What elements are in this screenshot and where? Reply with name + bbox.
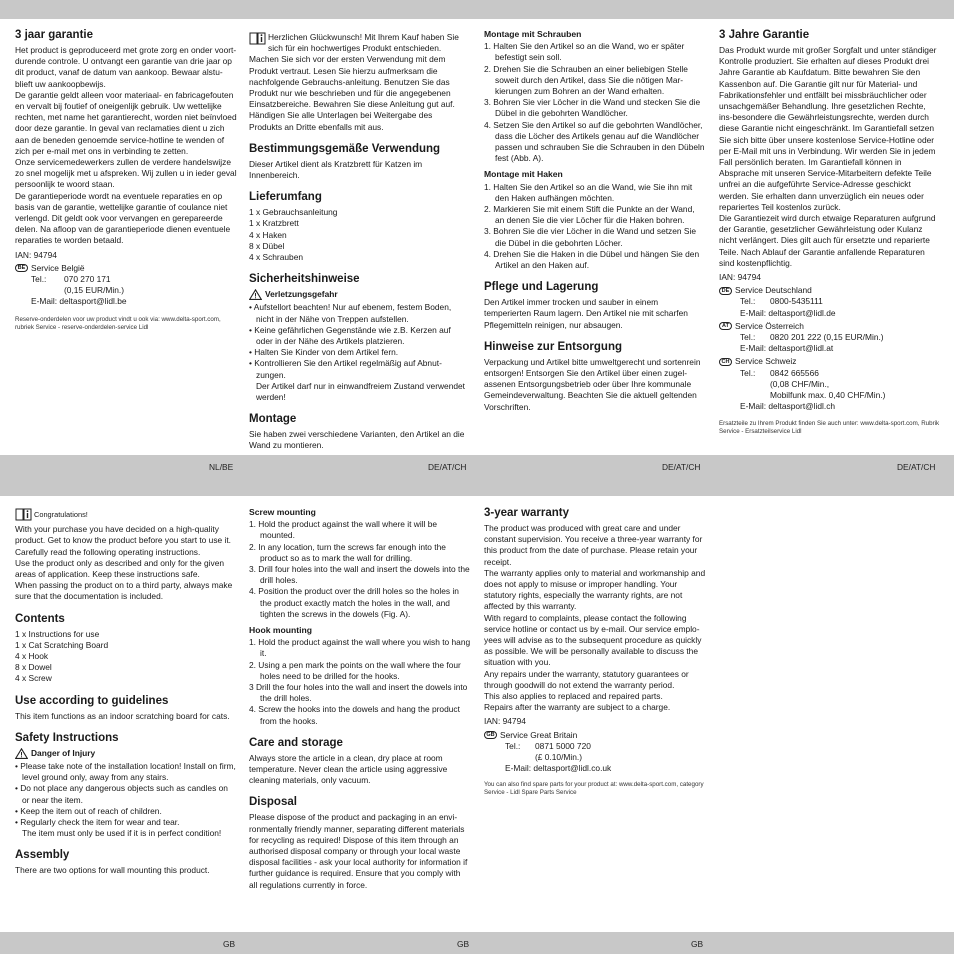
- gb-assembly-title: Assembly: [15, 849, 70, 862]
- manual-info-icon: [15, 508, 32, 521]
- list-item: 4 x Hook: [15, 651, 49, 662]
- list-item: 3. Bohren Sie die vier Löcher in die Wand und setzen Sie die Dübel in die gebohrten Löcher.: [484, 226, 696, 248]
- list-item: 4 x Screw: [15, 673, 52, 684]
- gb-safety-title: Safety Instructions: [15, 731, 119, 744]
- service-email: E-Mail: deltasport@lidl.ch: [740, 401, 836, 412]
- list-item: • Keep the item out of reach of children.: [15, 805, 162, 816]
- tel-label: Tel.:: [31, 274, 47, 285]
- nl-email: E-Mail: deltasport@lidl.be: [31, 296, 127, 307]
- list-item: 2. Drehen Sie die Schrauben an einer beliebigen Stelle soweit durch den Artikel, dass Sie die nötigen Mar-kierungen zum Bohren an der Wand erhalten.: [484, 63, 688, 97]
- de-safety-tail: Der Artikel darf nur in einwandfreiem Zustand verwendet werden!: [256, 380, 466, 403]
- nl-tel: 070 270 171: [64, 274, 111, 285]
- de-danger-text: Verletzungsgefahr: [265, 289, 338, 300]
- footer-label: NL/BE: [209, 462, 234, 472]
- list-item: 8 x Dowel: [15, 662, 52, 673]
- gb-congrats-line: [15, 508, 88, 521]
- de-scope-list: [249, 207, 465, 263]
- service-tel: 0820 201 222 (0,15 EUR/Min.): [770, 332, 884, 343]
- bottom-band: [0, 932, 954, 954]
- tel-label: Tel.:: [740, 367, 756, 378]
- list-item: 1. Hold the product against the wall where you wish to hang it.: [249, 637, 471, 659]
- de-ian: IAN: 94794: [719, 272, 761, 283]
- gb-tel: 0871 5000 720: [535, 740, 591, 751]
- nl-warranty-title: 3 jaar garantie: [15, 29, 93, 41]
- tel-label: Tel.:: [505, 740, 521, 751]
- top-band: [0, 0, 954, 19]
- de-warranty-column: [719, 28, 941, 436]
- gb-hook-title: Hook mounting: [249, 625, 313, 636]
- gb-instructions-column: [15, 508, 236, 877]
- ch-country-badge: CH: [719, 358, 732, 366]
- de-danger-heading: [249, 289, 465, 300]
- de-service-block: [719, 285, 941, 319]
- service-name: Service Österreich: [735, 320, 804, 331]
- de-scope-title: Lieferumfang: [249, 191, 322, 204]
- gb-intro: With your purchase you have decided on a high-quality product. Get to know the product before you start to use it. Carefully read the following operating instructions. Use the product only as described and only for the given areas of application. Keep these instructions safe. When passing the product on to a third party, always make sure that the documentation is included.: [15, 524, 233, 602]
- gb-country-badge: GB: [484, 731, 497, 739]
- gb-safety-tail: The item must only be used if it is in perfect condition!: [22, 828, 222, 839]
- gb-safety-list: [15, 761, 236, 828]
- list-item: • Keine gefährlichen Gegenstände wie z.B. Kerzen auf oder in der Nähe des Artikels platzieren.: [249, 324, 451, 347]
- nl-service-name: Service België: [31, 262, 85, 273]
- de-intro-text: Herzlichen Glückwunsch! Mit Ihrem Kauf haben Sie sich für ein hochwertiges Produkt entschieden. Machen Sie sich vor der ersten Verwendung mit dem Produkt vertraut. Lesen Sie hierzu aufmerksam die nachfolgende Gebrauchs-anleitung. Benutzen Sie das Produkt nur wie beschrieben und für die angegebenen Einsatzbereiche. Bewahren Sie diese Anleitung gut auf. Händigen Sie alle Unterlagen bei Weitergabe des Produkts an Dritte ebenfalls mit aus.: [249, 32, 459, 132]
- at-service-block: [719, 321, 941, 355]
- middle-band-lower: [0, 477, 954, 496]
- service-tel-note: (0,08 CHF/Min.,: [770, 378, 830, 389]
- de-instructions-column: [249, 32, 465, 452]
- tel-label: Tel.:: [740, 296, 756, 307]
- warning-icon: [249, 289, 262, 300]
- service-email: E-Mail: deltasport@lidl.de: [740, 307, 836, 318]
- de-use-title: Bestimmungsgemäße Verwendung: [249, 142, 441, 155]
- gb-congrats: Congratulations!: [34, 509, 88, 519]
- gb-ian: IAN: 94794: [484, 716, 526, 727]
- nl-warranty-column: [15, 28, 237, 332]
- de-screw-steps: [484, 41, 706, 164]
- gb-tel-note: (£ 0.10/Min.): [535, 752, 583, 763]
- gb-contents-title: Contents: [15, 612, 65, 625]
- de-mounting-column: [484, 28, 706, 413]
- manual-info-icon: [249, 32, 266, 45]
- list-item: 1 x Instructions for use: [15, 628, 100, 639]
- gb-use-body: This item functions as an indoor scratching board for cats.: [15, 710, 230, 721]
- de-care-body: Den Artikel immer trocken und sauber in einem temperierten Raum lagern. Den Artikel nie mit scharfen Pflegemitteln reinigen, nur absaugen.: [484, 297, 688, 330]
- service-name: Service Schweiz: [735, 356, 797, 367]
- list-item: 1. Hold the product against the wall where it will be mounted.: [249, 519, 438, 541]
- gb-care-body: Always store the article in a clean, dry place at room temperature. Never clean the article using aggressive cleaning materials, only vacuum.: [249, 752, 448, 786]
- nl-footnote: Reserve-onderdelen voor uw product vindt u ook via: www.delta-sport.com, rubriek Service - reserve-onderdelen-service Lidl: [15, 315, 221, 331]
- de-hook-steps: [484, 182, 706, 272]
- gb-danger-text: Danger of Injury: [31, 747, 96, 758]
- gb-warranty-body: The product was produced with great care and under constant supervision. You receive a three-year warranty for this product from the date of purchase. Please retain your receipt. The warranty applies only to material and workmanship and does not apply to misuse or improper handling. Your statutory rights, especially the warranty rights, are not affected by this warranty. With regard to complaints, please contact the following service hotline or contact us by e-mail. Our service emplo-yees will advise as to the subsequent procedure as quickly as possible. We will be personally available to discuss the situation with you. Any repairs under the warranty, statutory guarantees or through goodwill do not extend the warranty period. This also applies to replaced and repaired parts. Repairs after the warranty are subject to a charge.: [484, 523, 706, 713]
- at-country-badge: AT: [719, 322, 732, 330]
- footer-label: DE/AT/CH: [897, 462, 936, 472]
- ch-service-block: [719, 356, 941, 412]
- de-country-badge: DE: [719, 287, 732, 295]
- be-country-badge: BE: [15, 264, 28, 272]
- gb-mounting-column: [249, 506, 471, 891]
- list-item: 4. Position the product over the drill holes so the holes in the product exactly match the holes in the wall, and tighten the screws in the dowels (Fig. A).: [249, 586, 459, 619]
- list-item: 4 x Schrauben: [249, 252, 304, 263]
- list-item: • Aufstellort beachten! Nur auf ebenem, festem Boden, nicht in der Nähe von Treppen aufstellen.: [249, 302, 452, 324]
- list-item: • Do not place any dangerous objects such as candles on or near the item.: [15, 783, 228, 805]
- service-tel: 0842 665566: [770, 367, 819, 378]
- gb-disposal-body: Please dispose of the product and packaging in an envi-ronmentally friendly manner, separating different materials for recycling as required! Dispose of this item through an authorised disposal company or through your local waste disposal facilities - ask your local authority for information if further guidance is required. Ensure that you comply with all regulations currently in force.: [249, 812, 468, 890]
- gb-service-name: Service Great Britain: [500, 729, 578, 740]
- de-screw-title: Montage mit Schrauben: [484, 29, 582, 39]
- de-mount-body: Sie haben zwei verschiedene Varianten, den Artikel an die Wand zu montieren.: [249, 429, 465, 451]
- list-item: 4. Setzen Sie den Artikel so auf die gebohrten Wandlöcher, dass die Löcher des Artikels genau auf die Wandlöcher passen und schrauben Sie die Schrauben in den Dübeln fest (Abb. A).: [484, 119, 705, 164]
- list-item: 1. Halten Sie den Artikel so an die Wand, wie Sie ihn mit den Haken aufhängen möchten.: [484, 181, 693, 203]
- de-hook-title: Montage mit Haken: [484, 169, 563, 180]
- gb-hook-steps: [249, 637, 471, 727]
- tel-label: Tel.:: [740, 332, 756, 343]
- de-warranty-title: 3 Jahre Garantie: [719, 29, 810, 41]
- de-warranty-body: Das Produkt wurde mit großer Sorgfalt und unter ständiger Kontrolle produziert. Sie erhalten auf dieses Produkt drei Jahre Garantie ab Kaufdatum. Bitte bewahren Sie den Kassenbon auf. Die Garantie gilt nur für Material- und Fabrikationsfehler und entfällt bei missbräuchlicher oder unsachgemäßer Behandlung. Ihre gesetzlichen Rechte, ins-besondere die Gewährleistungsrechte, werden durch diese Garantie nicht eingeschränkt. Im Garantiefall setzen Sie sich bitte über unsere kostenlose Service-Hotline oder per E-Mail mit uns in Verbindung. Wir werden Sie in jedem Fall persönlich beraten. Im Garantiefall können in Absprache mit unseren Service-Mitarbeitern defekte Teile unfrei an die aufgeführte Service-Adresse geschickt werden. Sie erhalten dann unverzüglich ein neues oder repariertes Teil kostenlos zurück. Die Garantiezeit wird durch etwaige Reparaturen aufgrund der Garantie, gesetzlicher Gewährleistung oder Kulanz nicht verlängert. Dies gilt auch für ersetzte und reparierte Teile. Nach Ablauf der Garantie anfallende Reparaturen sind kostenpflichtig.: [719, 45, 937, 268]
- nl-tel-note: (0,15 EUR/Min.): [64, 285, 125, 296]
- gb-screw-title: Screw mounting: [249, 507, 316, 517]
- de-footnote: Ersatzteile zu Ihrem Produkt finden Sie auch unter: www.delta-sport.com, Rubrik Service - Ersatzteilservice Lidl: [719, 419, 940, 435]
- gb-warranty-column: [484, 506, 706, 797]
- gb-use-title: Use according to guidelines: [15, 694, 169, 707]
- gb-warranty-title: 3-year warranty: [484, 507, 570, 519]
- gb-danger-heading: [15, 748, 236, 759]
- nl-ian: IAN: 94794: [15, 249, 57, 260]
- warning-icon: [15, 748, 28, 759]
- list-item: 1. Halten Sie den Artikel so an die Wand, wo er später befestigt sein soll.: [484, 41, 685, 63]
- gb-disposal-title: Disposal: [249, 796, 297, 809]
- de-safety-list: [249, 302, 465, 380]
- gb-email: E-Mail: deltasport@lidl.co.uk: [505, 763, 612, 774]
- list-item: 3. Bohren Sie vier Löcher in die Wand und stecken Sie die Dübel in die gebohrten Wandlöcher.: [484, 97, 701, 119]
- list-item: 3. Drill four holes into the wall and insert the dowels into the drill holes.: [249, 564, 470, 586]
- de-disposal-title: Hinweise zur Entsorgung: [484, 340, 623, 353]
- footer-label: GB: [691, 939, 704, 949]
- service-tel: 0800-5435111: [770, 296, 823, 307]
- list-item: 1 x Gebrauchsanleitung: [249, 207, 338, 218]
- gb-assembly-body: There are two options for wall mounting this product.: [15, 865, 210, 876]
- footer-label: DE/AT/CH: [662, 462, 701, 472]
- middle-band: [0, 455, 954, 477]
- service-name: Service Deutschland: [735, 285, 812, 296]
- list-item: 3 Drill the four holes into the wall and insert the dowels into the drill holes.: [249, 682, 468, 704]
- list-item: 2. In any location, turn the screws far enough into the product so as to mark the wall for drilling.: [249, 541, 446, 563]
- gb-service-block: [484, 730, 706, 775]
- list-item: 1 x Cat Scratching Board: [15, 639, 109, 650]
- list-item: 2. Using a pen mark the points on the wall where the four holes need to be drilled for the hooks.: [249, 659, 461, 681]
- list-item: • Kontrollieren Sie den Artikel regelmäßig auf Abnut-zungen.: [249, 358, 442, 380]
- de-intro: [249, 32, 465, 133]
- list-item: 4 x Haken: [249, 229, 287, 240]
- nl-warranty-body: Het product is geproduceerd met grote zorg en onder voort-durende controle. U ontvangt een garantie van drie jaar op dit product, vanaf de datum van aankoop. Bewaar alstu-blieft uw aankoopbewijs. De garantie geldt alleen voor materiaal- en fabricagefouten en vervalt bij foutief of oneigenlijk gebruik. Uw wettelijke rechten, met name het garantierecht, worden niet beïnvloed door deze garantie. In geval van reclamaties dient u zich aan de beneden genoemde service-hotline te wenden of zich per e-mail met ons in verbinding te zetten. Onze servicemedewerkers zullen de verdere handelswijze zo snel mogelijk met u afspreken. Wij zullen u in ieder geval persoonlijk te woord staan. De garantieperiode wordt na eventuele reparaties en op basis van de garantie, wettelijke garantie of coulance niet verlengd. Dit geldt ook voor vervangen en gerepareerde delen. Na afloop van de garantieperiode dienen eventuele reparaties te worden betaald.: [15, 45, 237, 246]
- de-mount-title: Montage: [249, 413, 297, 426]
- de-disposal-body: Verpackung und Artikel bitte umweltgerecht und sortenrein entsorgen! Entsorgen Sie den Artikel über einen zugel-assenen Entsorgungsbetrieb oder über Ihre kommunale Gemeindeverwaltung. Beachten Sie die aktuell geltenden Vorschriften.: [484, 356, 701, 412]
- list-item: • Regularly check the item for wear and tear.: [15, 817, 180, 828]
- de-use-body: Dieser Artikel dient als Kratzbrett für Katzen im Innenbereich.: [249, 158, 423, 181]
- de-care-title: Pflege und Lagerung: [484, 281, 599, 294]
- nl-service-block: [15, 263, 237, 308]
- footer-label: GB: [457, 939, 470, 949]
- footer-label: DE/AT/CH: [428, 462, 467, 472]
- gb-screw-steps: [249, 519, 471, 620]
- list-item: 4. Drehen Sie die Haken in die Dübel und hängen Sie den Artikel an den Haken auf.: [484, 248, 700, 271]
- list-item: 2. Markieren Sie mit einem Stift die Punkte an der Wand, an denen Sie die vier Löcher für die Haken bohren.: [484, 204, 695, 226]
- service-email: E-Mail: deltasport@lidl.at: [740, 343, 834, 354]
- footer-label: GB: [223, 939, 236, 949]
- list-item: 4. Screw the hooks into the dowels and hang the product from the hooks.: [249, 704, 460, 726]
- list-item: • Halten Sie Kinder von dem Artikel fern.: [249, 347, 399, 358]
- gb-footnote: You can also find spare parts for your product at: www.delta-sport.com, category Service - Lidl Spare Parts Service: [484, 781, 704, 797]
- list-item: 8 x Dübel: [249, 240, 285, 251]
- list-item: • Please take note of the installation location! Install on firm, level ground only, away from any stairs.: [15, 761, 236, 783]
- gb-contents-list: [15, 629, 236, 685]
- de-safety-title: Sicherheitshinweise: [249, 273, 360, 286]
- service-tel-note: Mobilfunk max. 0,40 CHF/Min.): [770, 390, 886, 401]
- gb-care-title: Care and storage: [249, 736, 343, 749]
- list-item: 1 x Kratzbrett: [249, 218, 299, 229]
